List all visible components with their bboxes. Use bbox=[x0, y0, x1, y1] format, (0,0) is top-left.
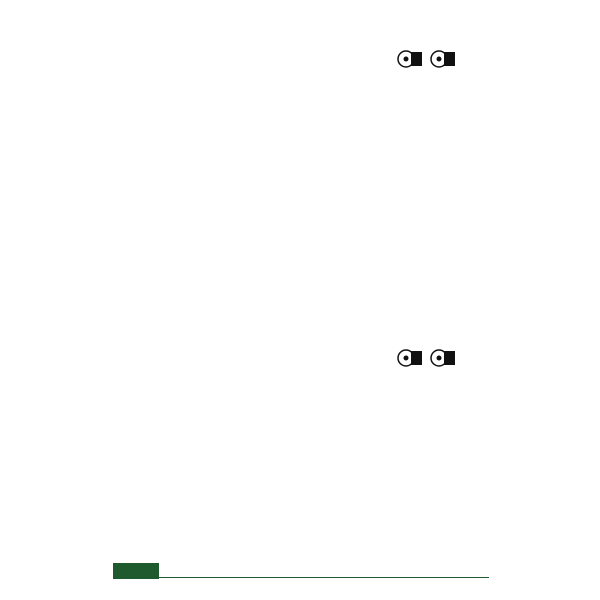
page-number bbox=[113, 563, 159, 579]
page-rule bbox=[159, 577, 489, 578]
